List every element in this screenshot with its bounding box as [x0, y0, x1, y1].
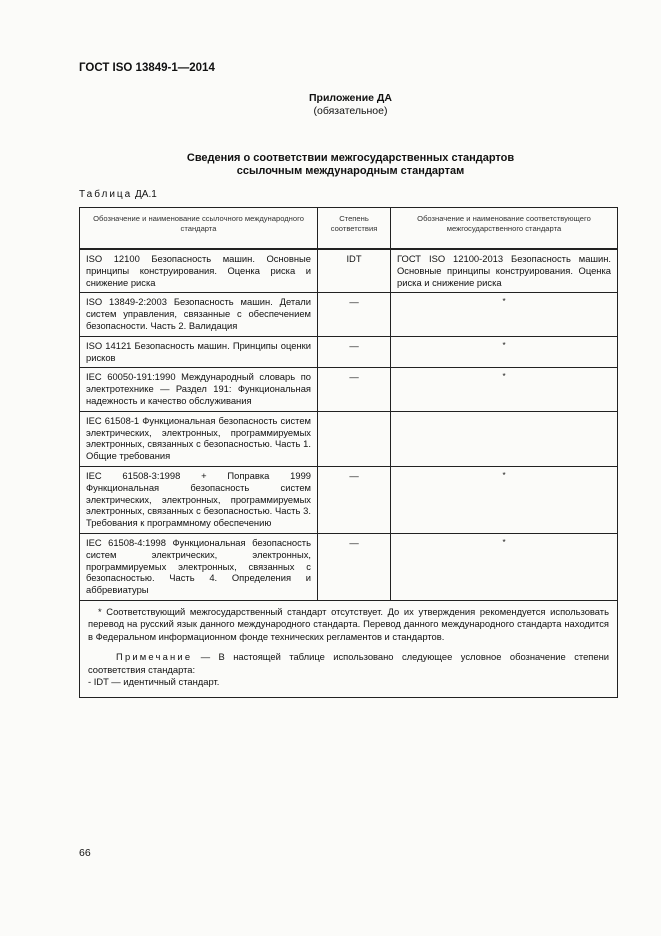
annex-status: (обязательное) — [313, 105, 388, 117]
cell-international: ISO 14121 Безопасность машин. Принципы оценки рисков — [86, 339, 311, 363]
column-header-degree: Степень соответствия — [318, 208, 391, 250]
note-text: — В настоящей таблице использовано следующее условное обозначение степени соответствия стандарта: — [88, 651, 609, 675]
table-row — [80, 249, 618, 293]
cell-interstate: * — [502, 297, 506, 307]
table-row — [80, 466, 618, 533]
table-row — [80, 411, 618, 466]
cell-interstate: * — [502, 470, 506, 480]
annex-block — [0, 92, 661, 118]
cell-international: IEC 60050-191:1990 Международный словарь по электротехнике — Раздел 191: Функциональная надежность и качество обслуживания — [86, 371, 311, 406]
cell-interstate: ГОСТ ISO 12100-2013 Безопасность машин. Основные принципы конструирования. Оценка риска и снижение риска — [397, 253, 611, 288]
note-item: - IDT — идентичный стандарт. — [88, 676, 220, 688]
section-heading — [0, 152, 661, 178]
footnote-text: * Соответствующий межгосударственный стандарт отсутствует. До их утверждения рекомендуется использовать перевод на русский язык данного международного стандарта. Перевод данного международного стандарта находится в Федеральном информационном фонде технических регламентов и стандартов. — [88, 605, 609, 642]
page-number: 66 — [79, 847, 91, 859]
cell-interstate: * — [502, 537, 506, 547]
table-footnote-row — [80, 600, 618, 697]
table-label-number: ДА.1 — [135, 189, 157, 200]
table-row — [80, 293, 618, 336]
note-word: Примечание — [116, 651, 193, 663]
table-row — [80, 533, 618, 600]
cell-degree: — — [349, 371, 359, 383]
cell-international: IEC 61508-3:1998 + Поправка 1999 Функциональная безопасность систем электрических, электронных, программируемых электронных, связанных с безопасностью. Часть 3. Требования к программному обеспечению — [86, 469, 311, 529]
cell-degree: — — [349, 536, 359, 548]
table-row — [80, 336, 618, 368]
cell-international: ISO 13849-2:2003 Безопасность машин. Детали систем управления, связанные с обеспечением безопасности. Часть 2. Валидация — [86, 296, 311, 331]
cell-international: IEC 61508-4:1998 Функциональная безопасность систем электрических, электронных, программируемых электронных, связанных с безопасностью. Часть 4. Определения и аббревиатуры — [86, 536, 311, 596]
cell-degree: — — [349, 296, 359, 308]
table-note — [88, 651, 609, 676]
table-footnote — [80, 601, 617, 697]
table-label — [79, 189, 157, 200]
table-row — [80, 368, 618, 411]
cell-international: IEC 61508-1 Функциональная безопасность систем электрических, электронных, программируемых электронных, связанных с безопасностью. Часть 1. Общие требования — [86, 414, 311, 462]
cell-degree — [318, 412, 390, 415]
heading-line-1: Сведения о соответствии межгосударственных стандартов — [186, 152, 515, 164]
cell-interstate: * — [502, 372, 506, 382]
cell-interstate: * — [502, 340, 506, 350]
column-header-international: Обозначение и наименование ссылочного международного стандарта — [80, 208, 318, 250]
table-header-row — [80, 208, 618, 250]
cell-international: ISO 12100 Безопасность машин. Основные принципы конструирования. Оценка риска и снижение риска — [86, 253, 311, 288]
cell-degree: IDT — [346, 253, 362, 264]
column-header-interstate: Обозначение и наименование соответствующего межгосударственного стандарта — [391, 208, 618, 250]
table-label-word: Таблица — [79, 189, 133, 200]
cell-degree: — — [349, 339, 359, 351]
cell-interstate — [391, 412, 617, 415]
cell-degree: — — [349, 469, 359, 481]
annex-title: Приложение ДА — [309, 92, 392, 104]
correspondence-table — [79, 207, 618, 698]
document-code: ГОСТ ISO 13849-1—2014 — [79, 62, 215, 74]
heading-line-2: ссылочным международным стандартам — [236, 165, 465, 177]
